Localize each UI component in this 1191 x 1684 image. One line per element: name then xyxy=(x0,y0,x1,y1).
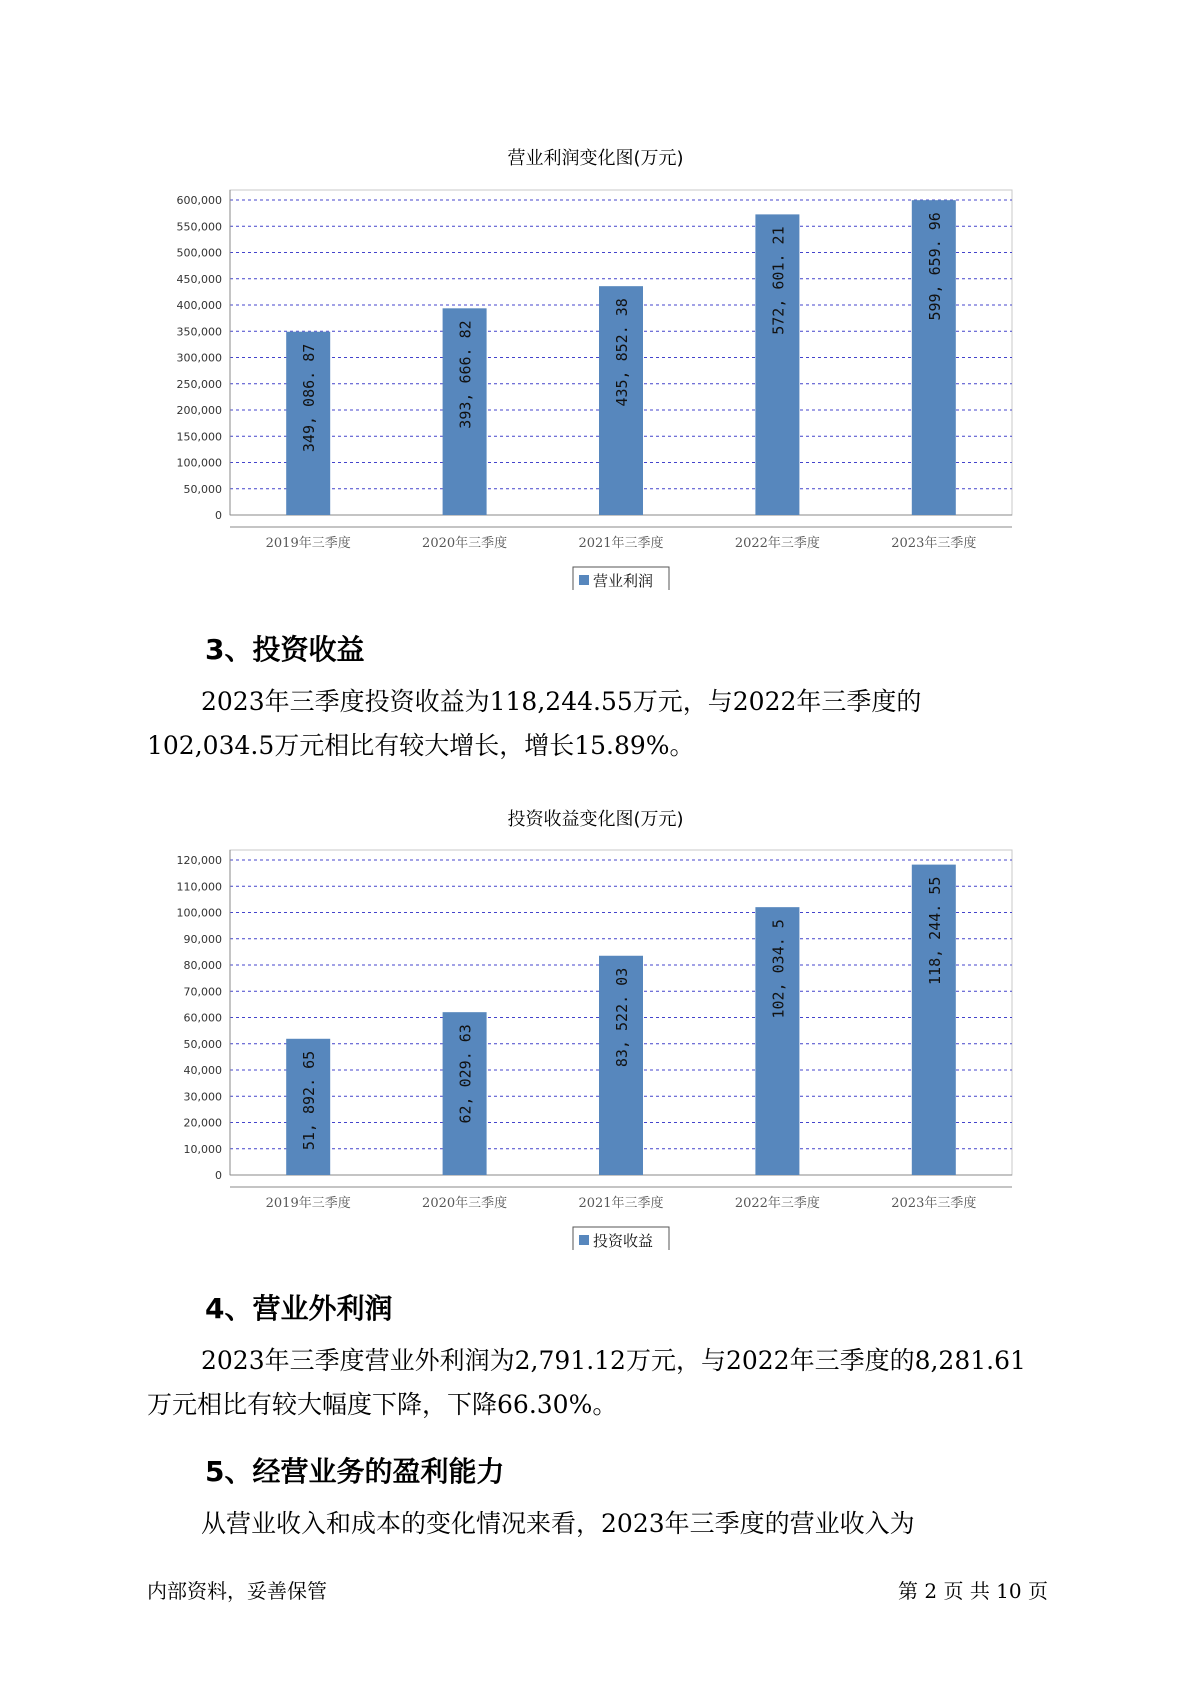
y-tick-label: 100,000 xyxy=(176,906,222,920)
section-4-paragraph xyxy=(147,1339,1077,1427)
x-tick-label: 2021年三季度 xyxy=(578,1196,664,1211)
bar-value-label: 62, 029. 63 xyxy=(456,1024,475,1124)
y-tick-label: 40,000 xyxy=(183,1064,222,1077)
bar-value-label: 349, 086. 87 xyxy=(300,343,319,453)
section-3-paragraph xyxy=(147,680,1077,768)
bar-value-label: 102, 034. 5 xyxy=(769,919,788,1019)
section-4-line-2: 万元相比有较大幅度下降，下降66.30%。 xyxy=(147,1390,618,1419)
y-tick-label: 120,000 xyxy=(176,854,222,867)
y-tick-label: 150,000 xyxy=(176,430,222,444)
x-tick-label: 2020年三季度 xyxy=(422,1196,508,1211)
y-tick-label: 200,000 xyxy=(176,404,222,417)
y-tick-label: 100,000 xyxy=(176,456,222,470)
x-tick-label: 2022年三季度 xyxy=(734,536,820,551)
y-tick-label: 550,000 xyxy=(176,220,222,234)
x-tick-label: 2021年三季度 xyxy=(578,536,664,551)
section-3-line-1: 2023年三季度投资收益为118,244.55万元，与2022年三季度的 xyxy=(201,687,922,716)
bar-value-label: 83, 522. 03 xyxy=(613,967,631,1068)
y-tick-label: 0 xyxy=(215,509,222,522)
bar-value-label: 572, 601. 21 xyxy=(769,226,788,335)
chart1-title: 营业利润变化图(万元) xyxy=(507,148,684,169)
bar-value-label: 599, 659. 96 xyxy=(925,212,944,321)
x-tick-label: 2023年三季度 xyxy=(891,536,977,551)
y-tick-label: 10,000 xyxy=(183,1142,222,1156)
bar-value-label: 118, 244. 55 xyxy=(925,876,944,985)
y-tick-label: 20,000 xyxy=(183,1116,222,1130)
x-tick-label: 2019年三季度 xyxy=(265,536,351,551)
y-tick-label: 450,000 xyxy=(176,272,222,286)
legend-label: 营业利润 xyxy=(593,572,654,590)
bar-value-label: 435, 852. 38 xyxy=(613,298,631,407)
footer-page-number: 第 2 页 共 10 页 xyxy=(898,1579,1048,1603)
y-tick-label: 110,000 xyxy=(176,880,222,894)
y-tick-label: 90,000 xyxy=(183,932,222,946)
investment-income-chart xyxy=(0,830,1191,1250)
y-tick-label: 500,000 xyxy=(176,246,222,260)
section-3-line-2: 102,034.5万元相比有较大增长，增长15.89%。 xyxy=(147,731,695,760)
bar-value-label: 393, 666. 82 xyxy=(456,320,475,429)
y-tick-label: 400,000 xyxy=(176,299,222,312)
footer-left: 内部资料，妥善保管 xyxy=(147,1579,327,1603)
bar-value-label: 51, 892. 65 xyxy=(300,1050,319,1151)
section-5-line-1: 从营业收入和成本的变化情况来看，2023年三季度的营业收入为 xyxy=(201,1509,915,1538)
y-tick-label: 50,000 xyxy=(183,482,222,496)
section-5-heading: 5、经营业务的盈利能力 xyxy=(205,1455,505,1488)
legend-swatch xyxy=(579,575,589,585)
x-tick-label: 2020年三季度 xyxy=(422,536,508,551)
y-tick-label: 0 xyxy=(215,1169,222,1182)
y-tick-label: 80,000 xyxy=(183,959,222,972)
y-tick-label: 60,000 xyxy=(183,1011,222,1025)
y-tick-label: 250,000 xyxy=(176,377,222,391)
operating-profit-chart xyxy=(0,170,1191,590)
x-tick-label: 2019年三季度 xyxy=(265,1196,351,1211)
y-tick-label: 70,000 xyxy=(183,985,222,999)
section-4-heading: 4、营业外利润 xyxy=(205,1292,393,1325)
section-5-paragraph xyxy=(147,1502,1077,1546)
legend-label: 投资收益 xyxy=(593,1232,654,1250)
y-tick-label: 350,000 xyxy=(176,325,222,339)
x-tick-label: 2022年三季度 xyxy=(734,1196,820,1211)
section-4-line-1: 2023年三季度营业外利润为2,791.12万元，与2022年三季度的8,281.61 xyxy=(201,1346,1026,1375)
y-tick-label: 30,000 xyxy=(183,1090,222,1104)
section-3-heading: 3、投资收益 xyxy=(205,633,365,666)
chart2-title: 投资收益变化图(万元) xyxy=(507,809,684,830)
x-tick-label: 2023年三季度 xyxy=(891,1196,977,1211)
y-tick-label: 50,000 xyxy=(183,1037,222,1051)
legend-swatch xyxy=(579,1235,589,1245)
y-tick-label: 600,000 xyxy=(176,194,222,207)
y-tick-label: 300,000 xyxy=(176,351,222,365)
